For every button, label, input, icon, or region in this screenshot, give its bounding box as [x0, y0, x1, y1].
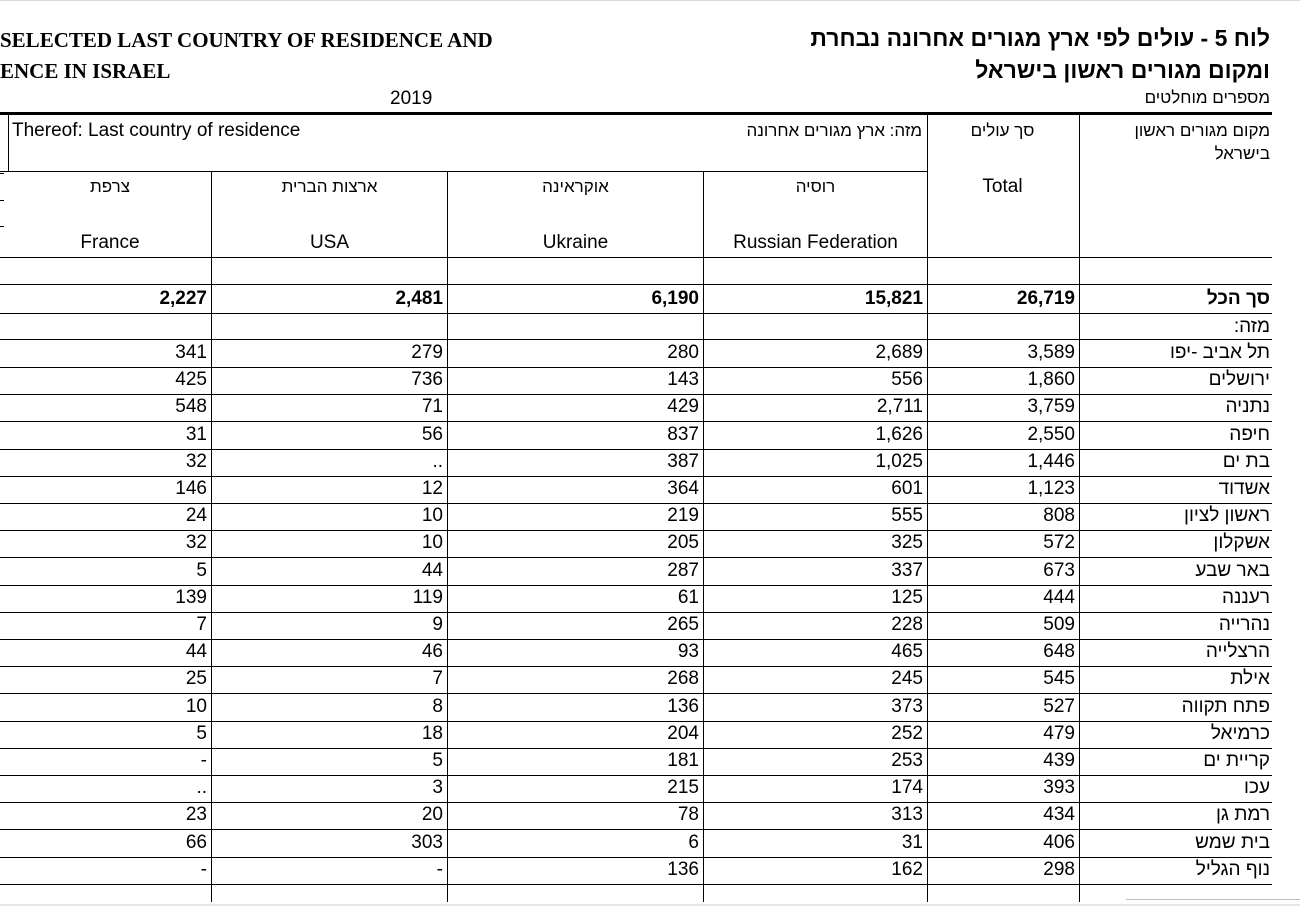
total-ukraine: 6,190: [651, 288, 699, 309]
cell-usa: 44: [421, 560, 443, 581]
row-rule: [0, 775, 1272, 776]
cell-total: 3,759: [1027, 396, 1075, 417]
title-hebrew: [810, 22, 1270, 86]
cell-france: 31: [185, 424, 207, 445]
cell-usa: ..: [432, 451, 443, 472]
table-top-rule: [0, 112, 1272, 115]
cell-usa: 46: [421, 641, 443, 662]
cell-russia: 556: [891, 369, 923, 390]
cell-ukraine: 136: [667, 696, 699, 717]
header-russia-english: Russian Federation: [733, 232, 898, 253]
cell-russia: 555: [891, 505, 923, 526]
header-france-english: France: [80, 232, 140, 253]
row-label: הרצלייה: [1205, 641, 1270, 662]
cell-total: 808: [1043, 505, 1075, 526]
cell-usa: 8: [432, 696, 443, 717]
cell-russia: 373: [891, 696, 923, 717]
row-rule: [0, 639, 1272, 640]
subtitle-hebrew: מספרים מוחלטים: [1144, 88, 1270, 107]
header-usa-english: USA: [309, 232, 350, 253]
cell-usa: 3: [432, 777, 443, 798]
cell-ukraine: 265: [667, 614, 699, 635]
header-russia-hebrew: רוסיה: [795, 177, 836, 196]
cell-ukraine: 6: [688, 832, 699, 853]
row-rule: [0, 367, 1272, 368]
row-label: ראשון לציון: [1184, 505, 1270, 526]
thereof-row-rule: [0, 339, 1272, 340]
cell-russia: 252: [891, 723, 923, 744]
cell-russia: 31: [901, 832, 923, 853]
cell-usa: 18: [421, 723, 443, 744]
cell-russia: 337: [891, 560, 923, 581]
title-english-line-1: SELECTED LAST COUNTRY OF RESIDENCE AND: [0, 28, 493, 52]
cell-usa: 10: [421, 505, 443, 526]
cell-total: 298: [1043, 859, 1075, 880]
cell-ukraine: 181: [667, 750, 699, 771]
row-rule: [0, 585, 1272, 586]
cell-total: 673: [1043, 560, 1075, 581]
cell-ukraine: 268: [667, 668, 699, 689]
cell-usa: 7: [432, 668, 443, 689]
title-english: [0, 24, 493, 86]
header-total-english: Total: [982, 176, 1023, 197]
cell-usa: 12: [421, 478, 443, 499]
row-label: כרמיאל: [1210, 723, 1270, 744]
cell-total: 406: [1043, 832, 1075, 853]
cell-france: 66: [185, 832, 207, 853]
cell-france: 10: [185, 696, 207, 717]
cell-total: 572: [1043, 532, 1075, 553]
cell-total: 527: [1043, 696, 1075, 717]
row-rule: [0, 476, 1272, 477]
cell-france: 25: [185, 668, 207, 689]
row-rule: [0, 612, 1272, 613]
row-rule: [0, 693, 1272, 694]
row-label: אשדוד: [1218, 478, 1270, 499]
cell-russia: 253: [891, 750, 923, 771]
cell-russia: 313: [891, 804, 923, 825]
horizontal-scroll-indicator[interactable]: [1126, 899, 1300, 900]
cell-france: 139: [175, 587, 207, 608]
cell-ukraine: 364: [667, 478, 699, 499]
cell-russia: 465: [891, 641, 923, 662]
cell-russia: 245: [891, 668, 923, 689]
row-rule: [0, 748, 1272, 749]
row-label: רמת גן: [1215, 804, 1270, 825]
row-label: חיפה: [1229, 424, 1270, 445]
row-rule: [0, 829, 1272, 830]
window-top-border: [0, 0, 1300, 1]
cell-ukraine: 93: [677, 641, 699, 662]
row-rule: [0, 802, 1272, 803]
cell-ukraine: 215: [667, 777, 699, 798]
col-divider-usa: [447, 172, 448, 902]
cell-usa: 5: [432, 750, 443, 771]
cell-total: 1,123: [1027, 478, 1075, 499]
header-place-hebrew-2: בישראל: [1214, 144, 1270, 163]
cell-ukraine: 61: [677, 587, 699, 608]
title-hebrew-line-1: לוח 5 - עולים לפי ארץ מגורים אחרונה נבחרת: [810, 25, 1270, 51]
cell-usa: 303: [411, 832, 443, 853]
cell-ukraine: 837: [667, 424, 699, 445]
cell-france: -: [200, 859, 207, 880]
cell-france: 425: [175, 369, 207, 390]
cell-usa: 56: [421, 424, 443, 445]
thereof-left-border: [8, 114, 9, 172]
cell-total: 1,860: [1027, 369, 1075, 390]
row-label: בת ים: [1222, 451, 1270, 472]
cell-total: 479: [1043, 723, 1075, 744]
cell-france: -: [200, 750, 207, 771]
cell-russia: 228: [891, 614, 923, 635]
cell-france: 7: [196, 614, 207, 635]
cell-usa: 279: [411, 342, 443, 363]
row-rule: [0, 884, 1272, 885]
cell-total: 545: [1043, 668, 1075, 689]
row-label: ירושלים: [1208, 369, 1270, 390]
title-english-line-2: ENCE IN ISRAEL: [0, 59, 171, 83]
col-divider-russia: [927, 114, 928, 902]
row-label: אשקלון: [1213, 532, 1270, 553]
row-label: תל אביב -יפו: [1170, 342, 1270, 363]
cell-usa: 119: [412, 587, 443, 608]
row-rule: [0, 421, 1272, 422]
header-bottom-rule: [0, 257, 1272, 258]
header-thereof-hebrew: מזה: ארץ מגורים אחרונה: [746, 121, 922, 140]
cell-ukraine: 287: [667, 560, 699, 581]
cell-france: 24: [185, 505, 207, 526]
spacer-rule: [0, 284, 1272, 285]
row-rule: [0, 857, 1272, 858]
cell-total: 444: [1043, 587, 1075, 608]
cell-russia: 1,025: [875, 451, 923, 472]
cell-ukraine: 143: [667, 369, 699, 390]
row-label: נתניה: [1225, 396, 1270, 417]
row-label: פתח תקווה: [1181, 696, 1270, 717]
cell-france: 32: [185, 532, 207, 553]
row-rule: [0, 503, 1272, 504]
cell-france: 341: [175, 342, 207, 363]
header-thereof-english: Thereof: Last country of residence: [12, 120, 301, 141]
cell-france: 44: [185, 641, 207, 662]
total-row-label: סך הכל: [1206, 288, 1270, 309]
row-label: נהרייה: [1218, 614, 1270, 635]
header-total-hebrew: סך עולים: [970, 121, 1035, 140]
row-label: עכו: [1244, 777, 1270, 798]
table-year: 2019: [390, 88, 433, 109]
cell-ukraine: 219: [667, 505, 699, 526]
row-label: אילת: [1230, 668, 1270, 689]
col-divider-france: [211, 172, 212, 902]
cell-total: 1,446: [1027, 451, 1075, 472]
cell-russia: 1,626: [875, 424, 923, 445]
row-rule: [0, 666, 1272, 667]
row-rule: [0, 557, 1272, 558]
header-place-hebrew-1: מקום מגורים ראשון: [1134, 121, 1270, 140]
total-russia: 15,821: [864, 288, 923, 309]
cell-france: 146: [175, 478, 207, 499]
cell-ukraine: 205: [667, 532, 699, 553]
cell-russia: 174: [891, 777, 923, 798]
row-label: באר שבע: [1195, 560, 1270, 581]
cell-usa: 71: [421, 396, 443, 417]
header-france-hebrew: צרפת: [90, 177, 130, 196]
cell-russia: 2,711: [876, 396, 923, 417]
header-ukraine-english: Ukraine: [542, 232, 609, 253]
row-label: רעננה: [1221, 587, 1270, 608]
cell-ukraine: 136: [667, 859, 699, 880]
row-label: קריית ים: [1203, 750, 1270, 771]
cell-usa: -: [436, 859, 443, 880]
header-usa-hebrew: ארצות הברית: [281, 177, 378, 196]
cell-france: 5: [196, 560, 207, 581]
cell-russia: 325: [891, 532, 923, 553]
cell-total: 2,550: [1027, 424, 1075, 445]
cell-france: 32: [185, 451, 207, 472]
col-divider-total: [1079, 114, 1080, 902]
thereof-label: מזה:: [1233, 316, 1270, 337]
title-hebrew-line-2: ומקום מגורים ראשון בישראל: [975, 57, 1270, 83]
cell-france: 548: [175, 396, 207, 417]
cell-usa: 9: [432, 614, 443, 635]
cell-russia: 125: [891, 587, 923, 608]
total-all: 26,719: [1016, 288, 1075, 309]
cell-total: 509: [1043, 614, 1075, 635]
total-usa: 2,481: [395, 288, 443, 309]
cell-total: 434: [1043, 804, 1075, 825]
col-divider-ukraine: [703, 172, 704, 902]
cell-france: 5: [196, 723, 207, 744]
cell-russia: 601: [891, 478, 923, 499]
cell-france: ..: [196, 777, 207, 798]
cell-total: 439: [1043, 750, 1075, 771]
row-rule: [0, 394, 1272, 395]
cell-total: 3,589: [1027, 342, 1075, 363]
cell-france: 23: [185, 804, 207, 825]
cell-usa: 736: [411, 369, 443, 390]
cell-ukraine: 387: [667, 451, 699, 472]
row-rule: [0, 530, 1272, 531]
cell-total: 648: [1043, 641, 1075, 662]
cell-usa: 20: [421, 804, 443, 825]
total-row-rule: [0, 313, 1272, 314]
cell-ukraine: 280: [667, 342, 699, 363]
row-label: בית שמש: [1195, 832, 1270, 853]
cell-ukraine: 429: [667, 396, 699, 417]
row-rule: [0, 449, 1272, 450]
row-rule: [0, 721, 1272, 722]
total-france: 2,227: [159, 288, 207, 309]
cell-russia: 2,689: [875, 342, 923, 363]
row-label: נוף הגליל: [1195, 859, 1270, 880]
cell-russia: 162: [891, 859, 923, 880]
cell-usa: 10: [421, 532, 443, 553]
cell-ukraine: 78: [677, 804, 699, 825]
thereof-group-rule: [0, 171, 927, 172]
cell-ukraine: 204: [667, 723, 699, 744]
cell-total: 393: [1043, 777, 1075, 798]
header-ukraine-hebrew: אוקראינה: [542, 177, 609, 196]
